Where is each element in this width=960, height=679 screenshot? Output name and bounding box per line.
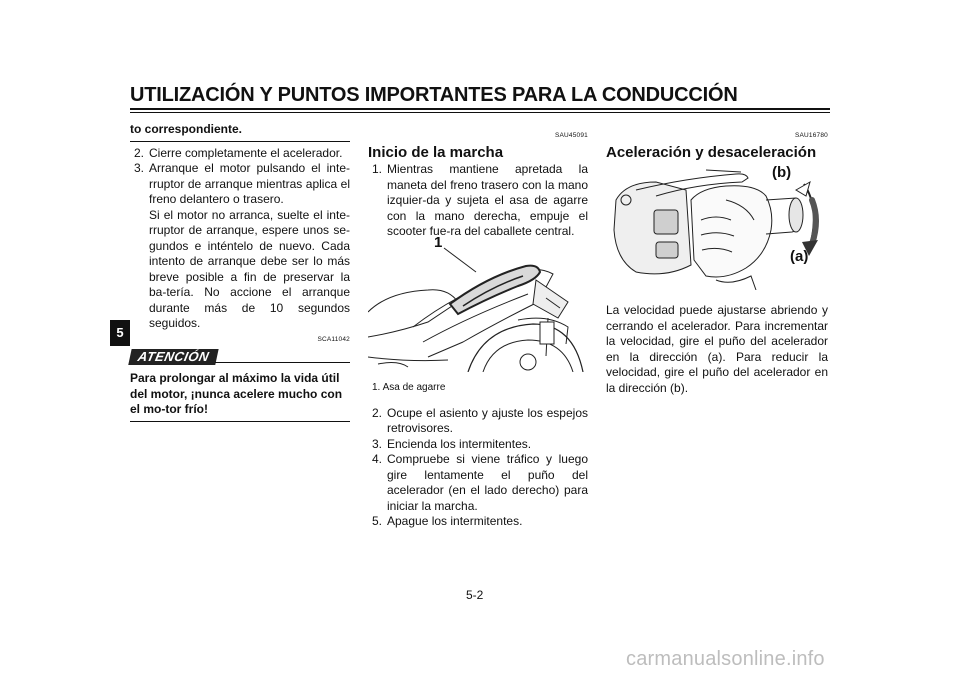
page-title: UTILIZACIÓN Y PUNTOS IMPORTANTES PARA LA CONDUCCIÓN [130, 84, 738, 106]
title-rule [130, 108, 830, 110]
list-text: Apague los intermitentes. [387, 514, 523, 528]
right-column [606, 128, 828, 160]
list-number: 4. [372, 452, 383, 466]
list-number: 1. [372, 162, 383, 176]
warning-header [130, 349, 350, 369]
list-item [368, 406, 588, 437]
instruction-paragraph: Si el motor no arranca, suelte el inte-rruptor de arranque, espere unos se-gundos e inténtelo de nuevo. Cada intento de arranque debe ser lo más breve posible a fin de preservar la ba-tería. No accione el arranque durante más de 10 segundos seguidos. [149, 207, 350, 330]
warning-end-rule [130, 421, 350, 422]
watermark: carmanualsonline.info [626, 648, 825, 670]
list-item [368, 162, 588, 240]
list-number: 5. [372, 514, 383, 528]
grab-handle-figure [368, 232, 588, 372]
throttle-figure [606, 160, 828, 290]
section-heading: Aceleración y desaceleración [606, 143, 817, 161]
label-a: (a) [790, 248, 809, 265]
spacer [368, 396, 588, 406]
list-item [368, 514, 588, 530]
list-number: 3. [134, 161, 145, 175]
figure-callout: 1 [434, 234, 443, 251]
figure-caption: 1. Asa de agarre [372, 382, 446, 393]
list-text: Compruebe si viene tráfico y luego gire lentamente el puño del acelerador (en el lado derecho) para iniciar la marcha. [387, 452, 588, 513]
list-item [130, 161, 350, 208]
chapter-tab: 5 [110, 320, 130, 346]
list-item [368, 452, 588, 514]
section-heading: Inicio de la marcha [368, 143, 504, 161]
list-number: 2. [372, 405, 383, 420]
warning-label: ATENCIÓN [128, 349, 218, 365]
section-code: SCA11042 [317, 335, 350, 343]
list-text: Mientras mantiene apretada la maneta del freno trasero con la mano izquier-da y sujeta el asa de agarre con la mano derecha, empuje el scooter fue-ra del caballete central. [387, 162, 588, 238]
throttle-description: La velocidad puede ajustarse abriendo y cerrando el acelerador. Para incrementar la velocidad, gire el puño del acelerador en la dirección (a). Para reducir la velocidad, gire el puño del acelerador en la dirección (b). [606, 303, 828, 395]
list-item [130, 146, 350, 162]
middle-column [368, 128, 588, 240]
section-code: SAU16780 [794, 132, 828, 139]
list-item [368, 437, 588, 453]
label-b: (b) [772, 164, 792, 181]
section-code: SAU45091 [554, 132, 588, 139]
list-number: 2. [134, 145, 145, 160]
warning-text: Para prolongar al máximo la vida útil del motor, ¡nunca acelere mucho con el mo-tor frío! [130, 371, 343, 416]
continued-text: to correspondiente. [130, 122, 243, 136]
warning-rule [215, 362, 350, 363]
scooter-illustration [368, 232, 588, 372]
divider [130, 141, 350, 142]
list-text: Cierre completamente el acelerador. [149, 145, 343, 160]
list-text: Encienda los intermitentes. [387, 436, 532, 451]
middle-column-lower [368, 380, 588, 530]
page-number: 5-2 [466, 588, 484, 602]
list-text: Ocupe el asiento y ajuste los espejos retrovisores. [387, 405, 588, 435]
left-column [130, 122, 350, 422]
title-rule-thin [130, 112, 830, 113]
throttle-illustration [606, 160, 828, 290]
list-text: Arranque el motor pulsando el inte-rruptor de arranque mientras aplica el freno delantero o trasero. [149, 161, 350, 206]
list-number: 3. [372, 436, 383, 451]
